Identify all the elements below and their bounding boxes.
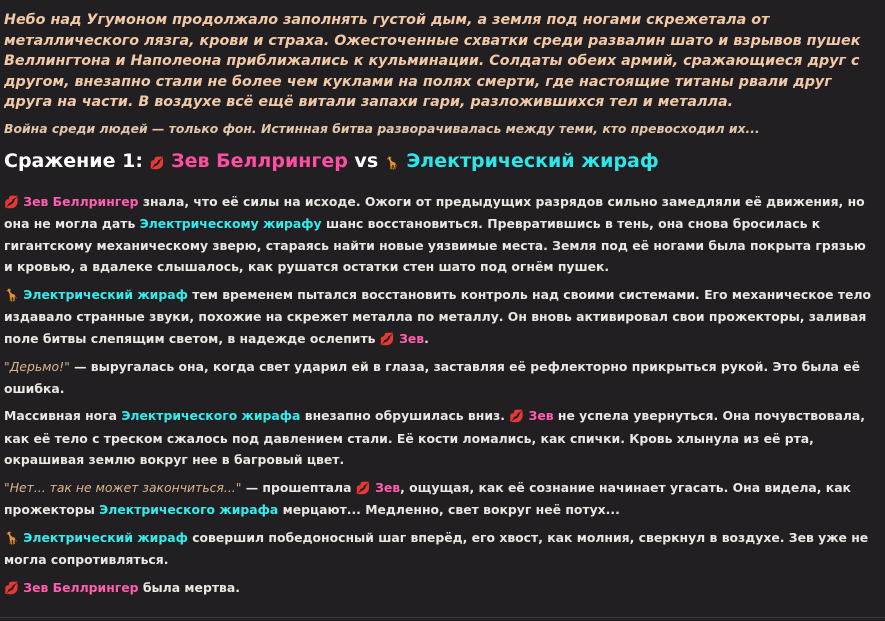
bottom-divider [0, 617, 885, 618]
battle-heading [4, 149, 875, 175]
story-paragraph-2 [4, 284, 875, 351]
paragraph-text: знала, что её силы на исходе. Ожоги от предыдущих разрядов сильно замедляли её движения, но она не могла дать [4, 193, 865, 232]
intro-paragraph: Небо над Угумоном продолжало заполнять густой дым, а земля под ногами скрежетала от металлического лязга, крови и страха. Ожесточенные схватки среди развалин шато и взрывов пушек Веллингтона и Наполеона приближались к кульминации. Солдаты обеих армий, сражающиеся друг с другом, внезапно стали не более чем куклами на полях смерти, где настоящие титаны рвали друг друга на части. В воздухе всё ещё витали запахи гари, разложившихся тел и металла. [4, 12, 861, 111]
paragraph-text: , ощущая, как её сознание начинает угасать. Она видела, как прожекторы [4, 479, 851, 518]
paragraph-text: внезапно обрушилась вниз. [300, 408, 510, 424]
lips-icon: 💋 [379, 331, 395, 346]
lips-icon: 💋 [4, 580, 19, 595]
character-name: Электрический жираф [23, 286, 188, 302]
fighter1-name: Зев Беллрингер [171, 149, 348, 172]
character-name: Зев Беллрингер [23, 193, 139, 209]
story-paragraph-5 [4, 477, 875, 521]
giraffe-icon: 🦒 [4, 287, 19, 302]
character-name: Электрического жирафа [121, 408, 301, 424]
giraffe-icon: 🦒 [4, 530, 19, 545]
fighter2-name: Электрический жираф [406, 149, 659, 172]
paragraph-text: шанс восстановиться. Превратившись в тень, она снова бросилась к гигантскому механическому зверю, стараясь найти новые уязвимые места. Земля под её ногами была покрыта грязью и кровью, а вдалеке слышалось, как рушатся остатки стен шато под огнём пушек. [4, 216, 866, 275]
lips-icon: 💋 [355, 480, 371, 495]
paragraph-text: тем временем пытался восстановить контроль над своими системами. Его механическое тело издавало странные звуки, похожие на скрежет металла по металлу. Он вновь активировал свои прожекторы, заливая поле битвы слепящим светом, в надежде ослепить [4, 286, 872, 346]
character-name: Электрический жираф [23, 529, 188, 545]
paragraph-text: . [424, 330, 429, 346]
paragraph-text: — прошептала [241, 479, 356, 495]
lips-icon: 💋 [149, 155, 165, 170]
lips-icon: 💋 [4, 194, 19, 209]
paragraph-text: Массивная нога [4, 408, 122, 424]
story-paragraph-6 [4, 527, 875, 571]
character-name: Зев Беллрингер [23, 579, 139, 595]
character-name: Зев [399, 330, 425, 346]
character-name: Электрического жирафа [99, 502, 279, 518]
lips-icon: 💋 [509, 409, 525, 424]
story-paragraph-4 [4, 405, 875, 471]
subintro-paragraph: Война среди людей — только фон. Истинная битва разворачивалась между теми, кто превосходил их... [4, 120, 760, 136]
story-paragraph-7 [4, 577, 875, 600]
vs-label: vs [347, 149, 385, 172]
character-name: Электрическому жирафу [139, 216, 322, 232]
paragraph-text: мерцают... Медленно, свет вокруг неё потух... [278, 502, 620, 518]
paragraph-text: была мертва. [138, 579, 240, 595]
story-paragraph-1 [4, 191, 875, 278]
story-paragraph-3 [4, 356, 875, 399]
dialogue-quote: "Дерьмо!" [4, 359, 70, 375]
paragraph-text: совершил победоносный шаг вперёд, его хвост, как молния, сверкнул в воздухе. Зев уже не могла сопротивляться. [4, 529, 869, 568]
giraffe-icon: 🦒 [384, 155, 400, 170]
paragraph-text: — выругалась она, когда свет ударил ей в глаза, заставляя её рефлекторно прикрыться рукой. Это была её ошибка. [4, 359, 861, 396]
heading-prefix: Сражение 1: [4, 149, 150, 172]
dialogue-quote: "Нет... так не может закончиться..." [4, 479, 242, 495]
paragraph-text: не успела увернуться. Она почувствовала, как её тело с треском сжалось под давлением стали. Её кости ломались, как спички. Кровь хлынула из её рта, окрашивая землю вокруг нее в багровый цвет. [4, 408, 865, 468]
character-name: Зев [375, 479, 401, 495]
character-name: Зев [528, 408, 554, 424]
